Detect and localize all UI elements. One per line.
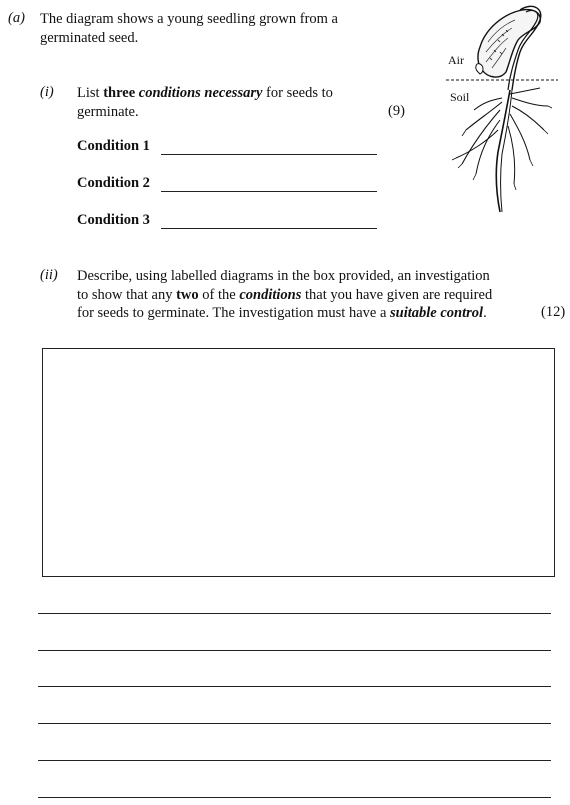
part-ii-line3: for seeds to germinate. The investigation must have a suitable control. bbox=[77, 305, 487, 321]
writing-line-5[interactable] bbox=[38, 760, 551, 761]
condition-1-answer-line[interactable] bbox=[161, 154, 377, 155]
writing-line-4[interactable] bbox=[38, 723, 551, 724]
writing-line-6[interactable] bbox=[38, 797, 551, 798]
seedling-figure bbox=[440, 2, 565, 217]
part-ii-question bbox=[77, 267, 567, 323]
air-label: Air bbox=[448, 53, 464, 67]
writing-line-2[interactable] bbox=[38, 650, 551, 651]
part-ii-line2: to show that any two of the conditions that you have given are required bbox=[77, 286, 493, 303]
part-i-label: (i) bbox=[40, 84, 54, 100]
condition-2-label: Condition 2 bbox=[77, 175, 150, 191]
part-ii-label: (ii) bbox=[40, 267, 58, 283]
condition-3-answer-line[interactable] bbox=[161, 228, 377, 229]
condition-3-label: Condition 3 bbox=[77, 212, 150, 228]
seedling-illustration bbox=[440, 2, 565, 217]
soil-label: Soil bbox=[450, 90, 470, 104]
part-i-line2: germinate. bbox=[77, 104, 139, 120]
part-a-intro-line2: germinated seed. bbox=[40, 30, 139, 46]
part-a-label: (a) bbox=[8, 10, 25, 26]
part-a-intro bbox=[40, 10, 338, 48]
writing-line-1[interactable] bbox=[38, 613, 551, 614]
diagram-answer-box[interactable] bbox=[42, 348, 555, 577]
part-i-line1: List three conditions necessary for seeds to bbox=[77, 85, 333, 101]
part-i-marks: (9) bbox=[388, 103, 405, 119]
part-ii-marks: (12) bbox=[541, 304, 566, 320]
part-ii-line1: Describe, using labelled diagrams in the box provided, an investigation bbox=[77, 268, 490, 284]
condition-1-label: Condition 1 bbox=[77, 138, 150, 154]
condition-2-answer-line[interactable] bbox=[161, 191, 377, 192]
writing-line-3[interactable] bbox=[38, 686, 551, 687]
part-i-question bbox=[77, 84, 377, 122]
part-a-intro-line1: The diagram shows a young seedling grown from a bbox=[40, 11, 338, 27]
